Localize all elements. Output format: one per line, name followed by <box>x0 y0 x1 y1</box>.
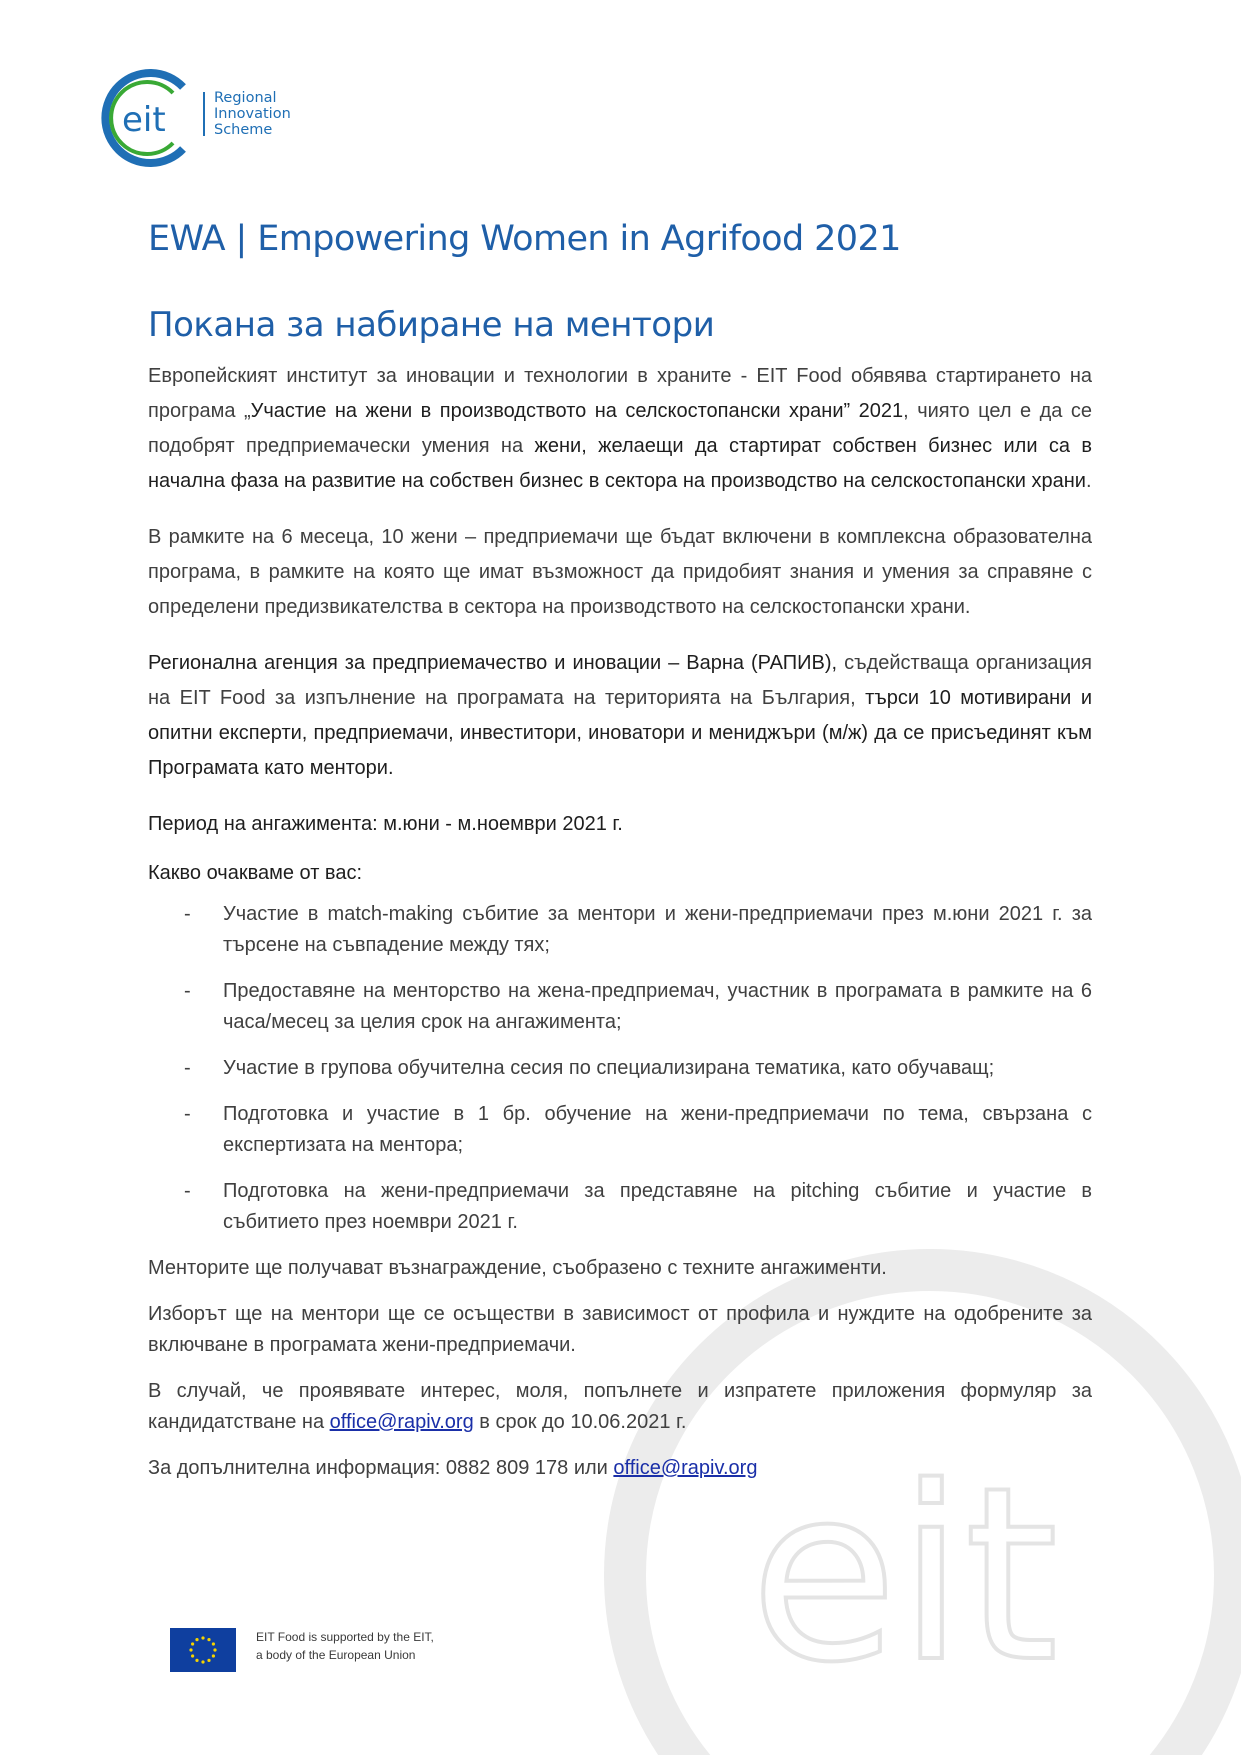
list-item <box>148 1053 1092 1084</box>
agency-text: съдействаща организация на EIT Food за изпълнение на програмата на територията на България, <box>148 652 1092 709</box>
expectations-heading: Какво очакваме от вас: <box>148 862 363 884</box>
list-item-text: Подготовка и участие в 1 бр. обучение на жени-предприемачи по тема, свързана с експертизата на ментора; <box>223 1103 1092 1156</box>
document-title: EWA | Empowering Women in Agrifood 2021 <box>148 219 901 259</box>
agency-call: търси 10 мотивирани и опитни експерти, предприемачи, инвеститори, иноватори и мениджъри (м/ж) да се присъединят към Програмата като ментори. <box>148 687 1092 779</box>
application-deadline: в срок до 10.06.2021 г. <box>473 1411 687 1433</box>
footer-line-1: EIT Food is supported by the EIT, <box>256 1630 434 1644</box>
intro-text-3: . <box>1085 470 1092 492</box>
list-item <box>148 899 1092 961</box>
application-email-link[interactable]: office@rapiv.org <box>329 1411 474 1433</box>
agency-name: Регионална агенция за предприемачество и иновации – Варна (РАПИВ), <box>148 652 838 674</box>
list-marker: - <box>184 1057 191 1079</box>
watermark-text: eit <box>750 1435 1059 1715</box>
eu-flag-icon <box>170 1628 236 1672</box>
list-item <box>148 1176 1092 1238</box>
list-item <box>148 1099 1092 1161</box>
list-marker: - <box>184 980 191 1002</box>
list-item-text: Подготовка на жени-предприемачи за представяне на pitching събитие и участие в събитието през ноември 2021 г. <box>223 1180 1092 1233</box>
list-item <box>148 976 1092 1038</box>
logo-divider <box>203 92 205 136</box>
document-body <box>148 359 1092 1499</box>
list-item-text: Предоставяне на менторство на жена-предприемач, участник в програмата в рамките на 6 часа/месец за целия срок на ангажимента; <box>223 980 1092 1033</box>
engagement-period: Период на ангажимента: м.юни - м.ноември 2021 г. <box>148 813 623 835</box>
intro-target-group: жени, желаещи да стартират собствен бизнес или са в начална фаза на развитие на собствен бизнес в сектора на производство на селскостопански храни <box>148 435 1092 492</box>
contact-email-link[interactable]: office@rapiv.org <box>613 1457 758 1479</box>
contact-paragraph <box>148 1453 1092 1484</box>
eit-logo <box>95 63 205 173</box>
list-item-text: Участие в групова обучителна сесия по специализирана тематика, като обучаващ; <box>223 1057 995 1079</box>
contact-text: За допълнителна информация: 0882 809 178 или <box>148 1457 614 1479</box>
footer-text <box>256 1628 516 1664</box>
application-paragraph <box>148 1376 1092 1438</box>
list-marker: - <box>184 1180 191 1202</box>
logo-mark-text: eit <box>122 100 166 140</box>
list-marker: - <box>184 903 191 925</box>
program-paragraph: В рамките на 6 месеца, 10 жени – предприемачи ще бъдат включени в комплексна образователна програма, в рамките на която ще имат възможност да придобият знания и умения за справяне с определени предизвикателства в сектора на производството на селскостопански храни. <box>148 526 1092 618</box>
intro-text-2: , чиято цел е да се подобрят предприемачески умения на <box>148 400 1092 457</box>
document-subtitle: Покана за набиране на ментори <box>148 305 715 345</box>
intro-text-1: Европейският институт за иновации и технологии в храните - EIT Food обявява стартирането на програма „ <box>148 365 1092 422</box>
logo-line-1: Regional <box>214 90 277 106</box>
list-item-text: Участие в match-making събитие за ментори и жени-предприемачи през м.юни 2021 г. за търсене на съвпадение между тях; <box>223 903 1092 956</box>
logo-scheme-text <box>214 90 291 138</box>
list-marker: - <box>184 1103 191 1125</box>
intro-program-name: Участие на жени в производството на селскостопански храни” 2021 <box>250 400 904 422</box>
logo-line-3: Scheme <box>214 122 273 138</box>
footer-line-2: a body of the European Union <box>256 1648 416 1662</box>
agency-paragraph <box>148 646 1092 786</box>
logo-line-2: Innovation <box>214 106 291 122</box>
intro-paragraph <box>148 359 1092 499</box>
expectations-list <box>148 899 1092 1238</box>
application-text-1: В случай, че проявявате интерес, моля, попълнете и изпратете приложения формуляр за кандидатстване на <box>148 1380 1092 1433</box>
selection-paragraph: Изборът ще на ментори ще се осъществи в зависимост от профила и нуждите на одобрените за включване в програмата жени-предприемачи. <box>148 1303 1092 1356</box>
compensation-paragraph: Менторите ще получават възнаграждение, съобразено с техните ангажименти. <box>148 1257 887 1279</box>
